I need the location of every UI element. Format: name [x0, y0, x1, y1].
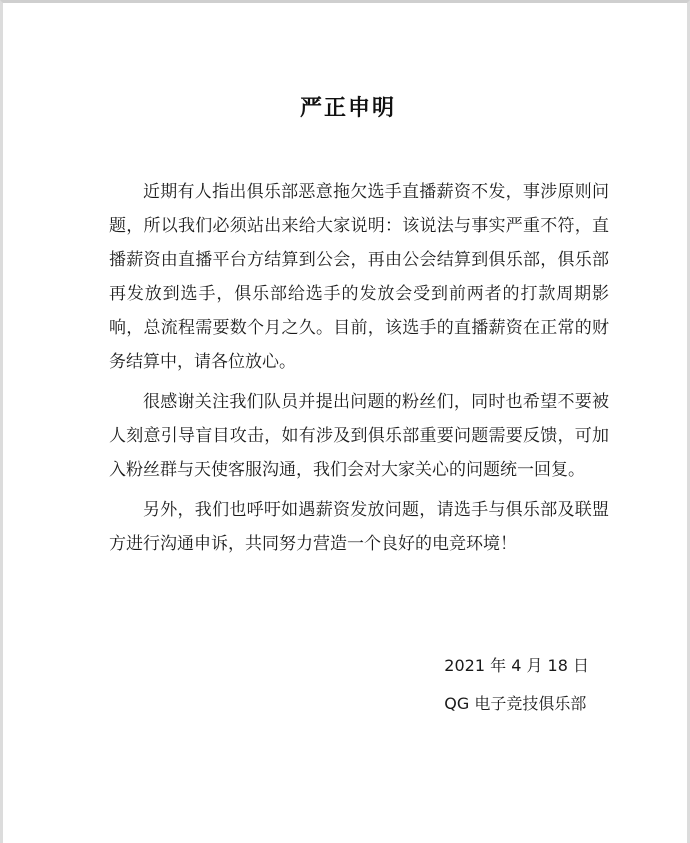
paragraph-clarification: 近期有人指出俱乐部恶意拖欠选手直播薪资不发，事涉原则问题，所以我们必须站出来给大家说明：该说法与事实严重不符，直播薪资由直播平台方结算到公会，再由公会结算到俱乐部，俱乐部再发放到选手，俱乐部给选手的发放会受到前两者的打款周期影响，总流程需要数个月之久。目前，该选手的直播薪资在正常的财务结算中，请各位放心。 [109, 182, 609, 372]
signature-block [444, 647, 589, 723]
document-title: 严正申明 [299, 96, 396, 121]
paragraph-thanks: 很感谢关注我们队员并提出问题的粉丝们，同时也希望不要被人刻意引导盲目攻击，如有涉及到俱乐部重要问题需要反馈，可加入粉丝群与天使客服沟通，我们会对大家关心的问题统一回复。 [109, 392, 609, 480]
paragraph-appeal: 另外，我们也呼吁如遇薪资发放问题，请选手与俱乐部及联盟方进行沟通申诉，共同努力营造一个良好的电竞环境！ [109, 500, 609, 554]
issuer-signature: QG 电子竞技俱乐部 [444, 694, 587, 713]
statement-date: 2021 年 4 月 18 日 [444, 656, 589, 675]
statement-body [109, 175, 609, 567]
